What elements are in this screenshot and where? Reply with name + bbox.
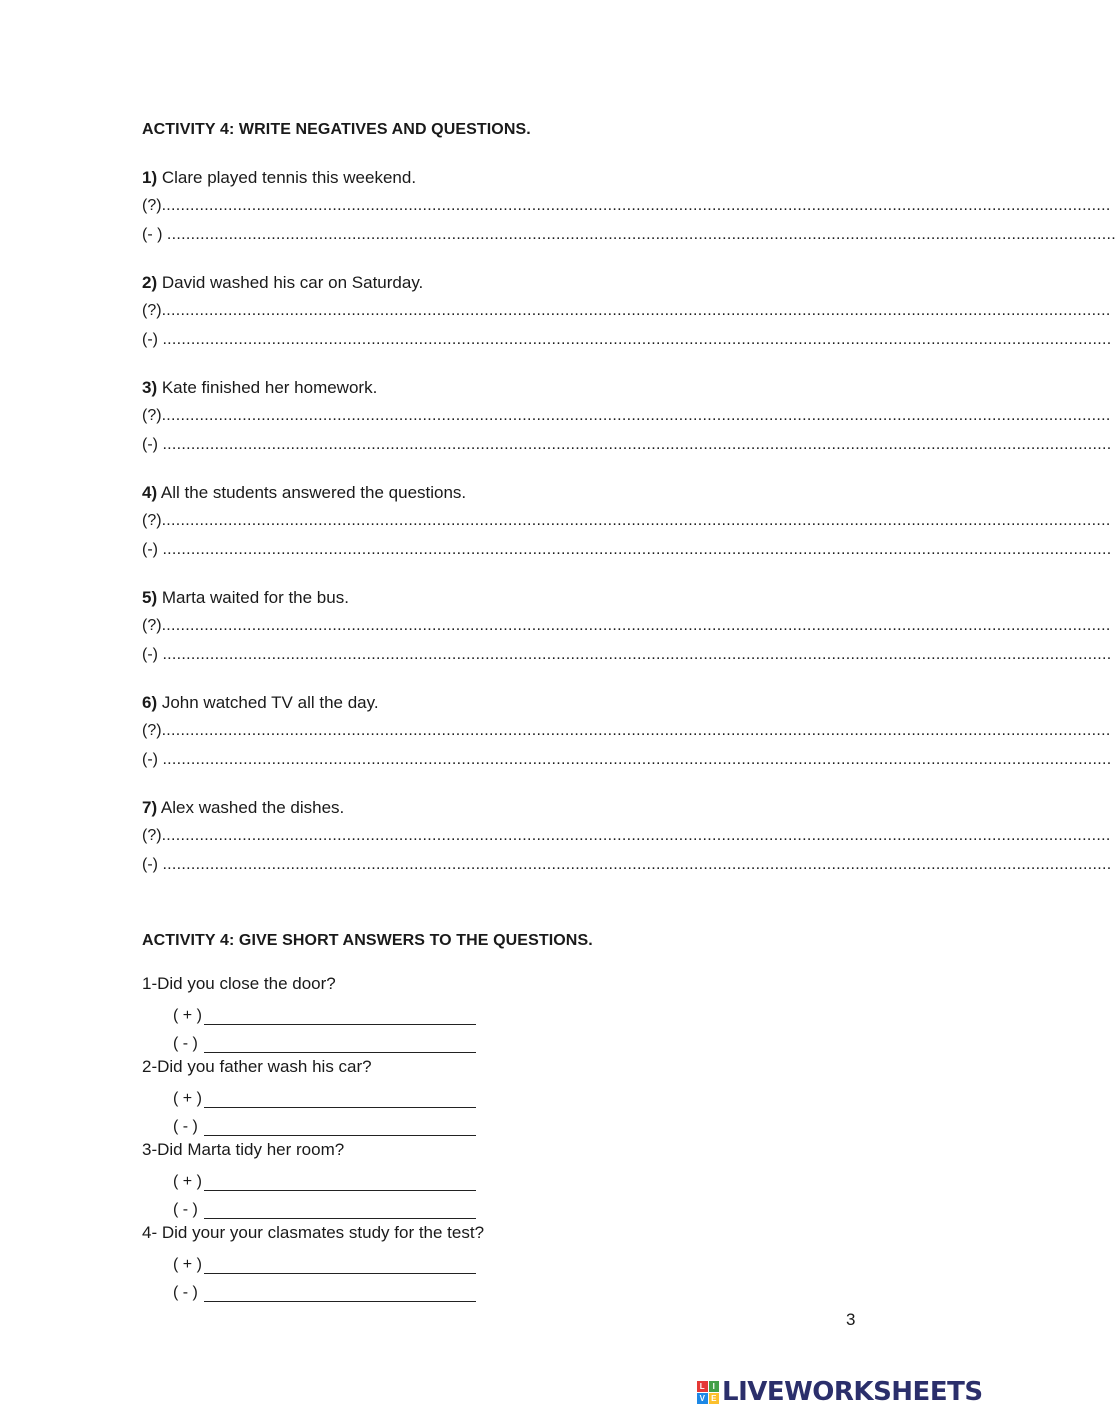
negative-answer-line[interactable]: ( - ) — [173, 1025, 642, 1053]
liveworksheets-logo — [697, 1377, 983, 1407]
page-number: 3 — [846, 1310, 856, 1329]
exercise-sentence: 7) Alex washed the dishes. — [142, 798, 345, 817]
negative-answer-line[interactable]: (-) ........................................................................................................................................................................................................ — [142, 331, 1112, 348]
exercise-sentence: 3) Kate finished her homework. — [142, 378, 378, 397]
question-answer-line[interactable]: (?)........................................................................................................................................................................................................ — [142, 407, 1111, 424]
short-answers-list — [142, 970, 642, 1302]
question-answer-line[interactable]: (?)........................................................................................................................................................................................................ — [142, 617, 1111, 634]
negative-answer-line[interactable]: (-) ........................................................................................................................................................................................................ — [142, 436, 1112, 453]
exercise-7 — [142, 795, 1112, 879]
exercise-1 — [142, 165, 1116, 249]
activity-heading-negatives-questions: ACTIVITY 4: WRITE NEGATIVES AND QUESTIONS. — [142, 121, 531, 138]
question-answer-line[interactable]: (?)........................................................................................................................................................................................................ — [142, 722, 1111, 739]
question-answer-line[interactable]: (?)........................................................................................................................................................................................................ — [142, 197, 1111, 214]
question-answer-line[interactable]: (?)........................................................................................................................................................................................................ — [142, 512, 1111, 529]
positive-answer-line[interactable]: ( + ) — [173, 997, 642, 1025]
positive-answer-line[interactable]: ( + ) — [173, 1080, 642, 1108]
question-answer-line[interactable]: (?)........................................................................................................................................................................................................ — [142, 827, 1111, 844]
positive-answer-line[interactable]: ( + ) — [173, 1246, 642, 1274]
exercise-5 — [142, 585, 1112, 669]
negative-answer-line[interactable]: (-) ........................................................................................................................................................................................................ — [142, 541, 1112, 558]
positive-answer-line[interactable]: ( + ) — [173, 1163, 642, 1191]
negative-answer-line[interactable]: ( - ) — [173, 1108, 642, 1136]
exercise-sentence: 2) David washed his car on Saturday. — [142, 273, 424, 292]
exercise-6 — [142, 690, 1112, 774]
exercise-sentence: 1) Clare played tennis this weekend. — [142, 168, 417, 187]
negative-answer-line[interactable]: (-) ........................................................................................................................................................................................................ — [142, 646, 1112, 663]
exercise-3 — [142, 375, 1112, 459]
short-answer-question: 1-Did you close the door? — [142, 974, 336, 993]
negative-answer-line[interactable]: (-) ........................................................................................................................................................................................................ — [142, 856, 1112, 873]
liveworksheets-logo-icon: L I V E — [697, 1381, 719, 1403]
activity-heading-short-answers: ACTIVITY 4: GIVE SHORT ANSWERS TO THE QUESTIONS. — [142, 932, 593, 949]
exercise-sentence: 4) All the students answered the questions. — [142, 483, 467, 502]
negative-answer-line[interactable]: ( - ) — [173, 1191, 642, 1219]
question-answer-line[interactable]: (?)........................................................................................................................................................................................................ — [142, 302, 1111, 319]
exercise-4 — [142, 480, 1112, 564]
liveworksheets-logo-text: LIVEWORKSHEETS — [722, 1377, 983, 1407]
negative-answer-line[interactable]: ( - ) — [173, 1274, 642, 1302]
exercise-sentence: 6) John watched TV all the day. — [142, 693, 379, 712]
short-answer-question: 3-Did Marta tidy her room? — [142, 1140, 345, 1159]
negative-answer-line[interactable]: (-) ........................................................................................................................................................................................................ — [142, 751, 1112, 768]
exercise-2 — [142, 270, 1112, 354]
exercise-sentence: 5) Marta waited for the bus. — [142, 588, 349, 607]
short-answer-question: 2-Did you father wash his car? — [142, 1057, 372, 1076]
short-answer-question: 4- Did your your clasmates study for the test? — [142, 1223, 485, 1242]
negative-answer-line[interactable]: (- ) ........................................................................................................................................................................................................ — [142, 226, 1116, 243]
